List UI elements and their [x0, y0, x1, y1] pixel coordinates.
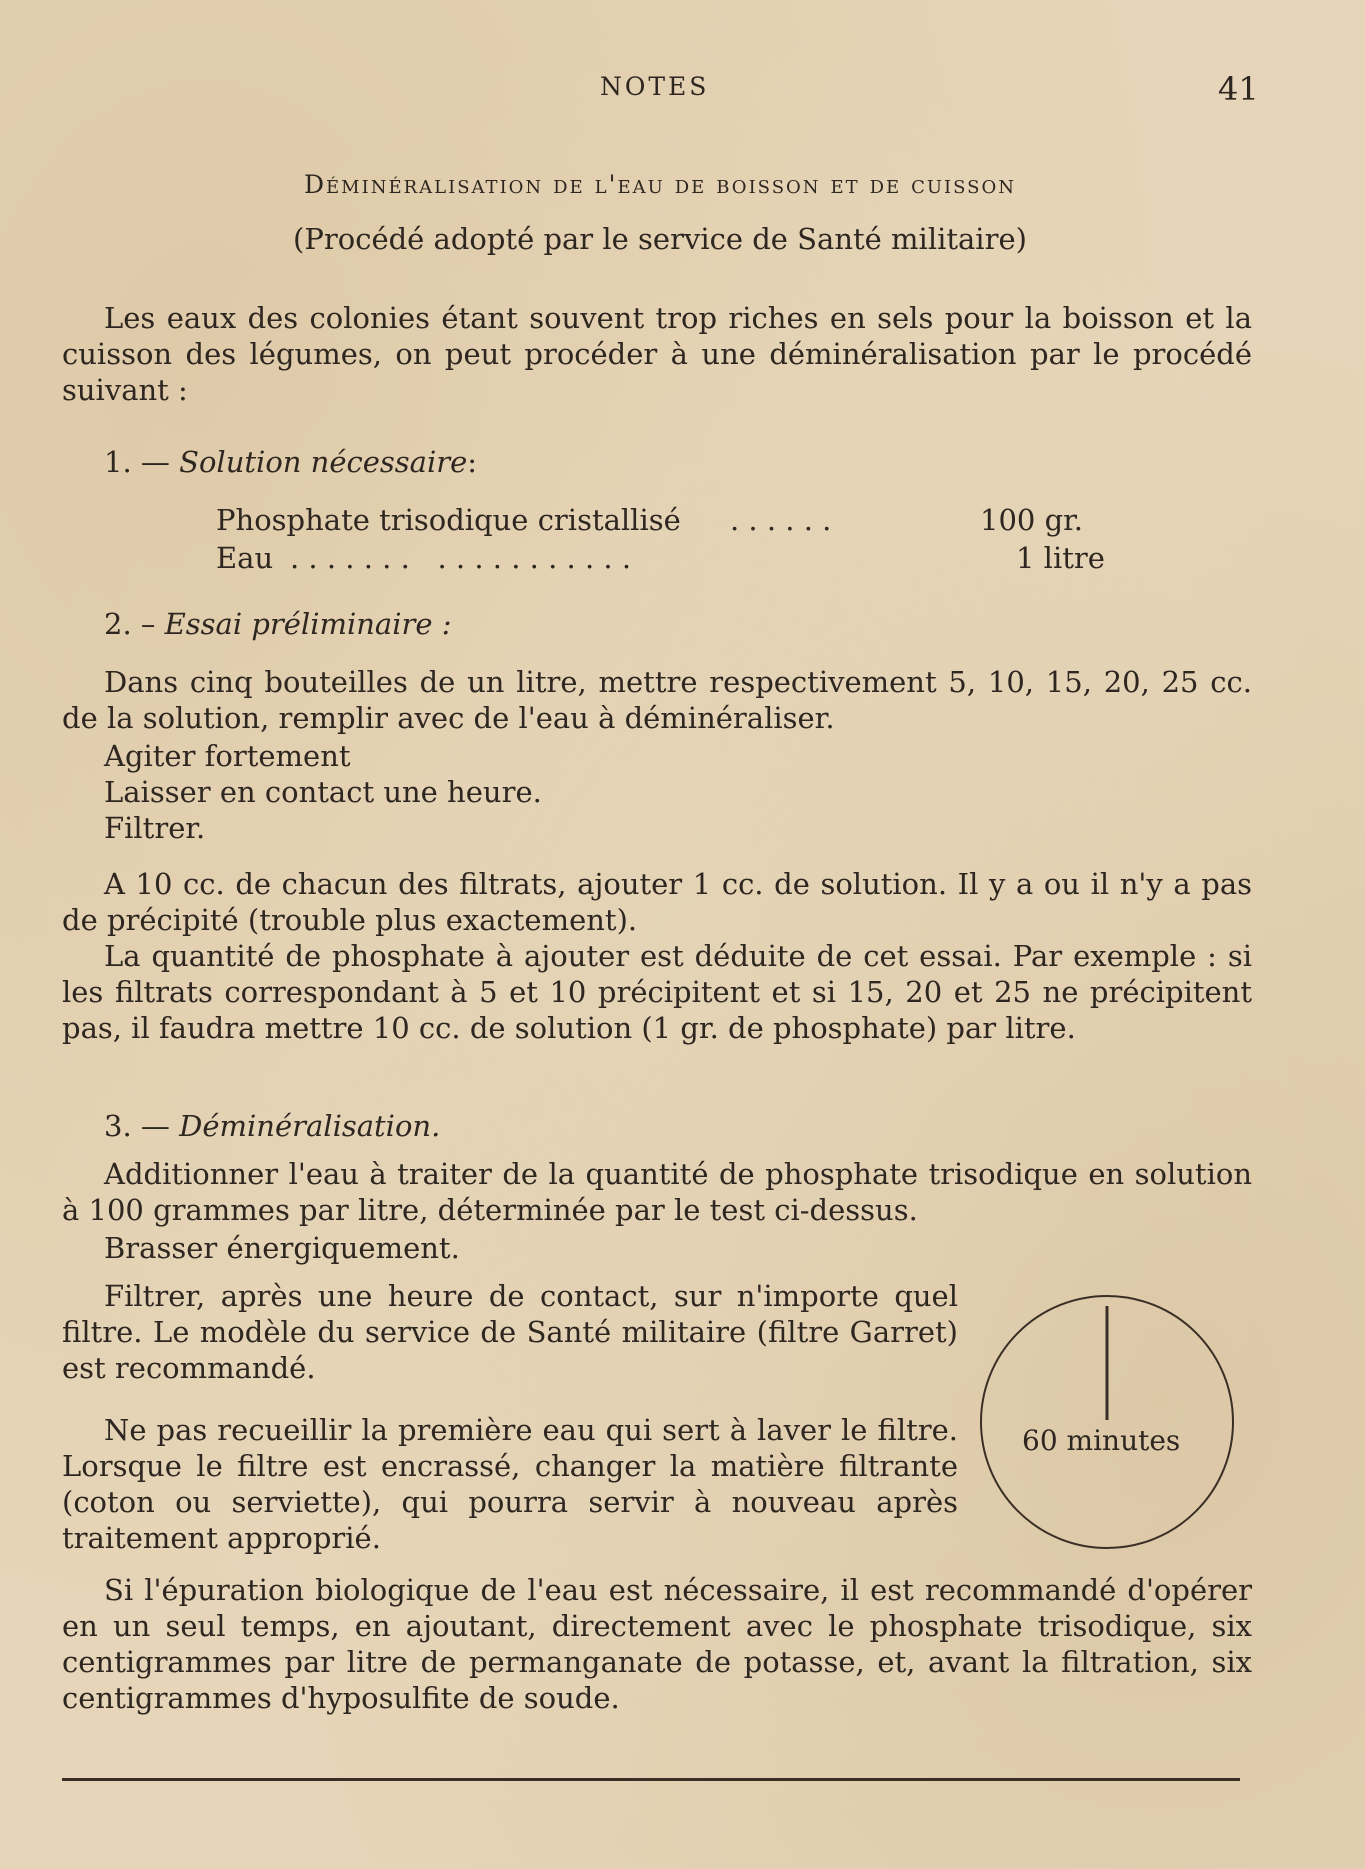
recipe-item-dots: . . . . . . . . . . . . . . . . . . — [290, 541, 632, 575]
section2-paragraph: Dans cinq bouteilles de un litre, mettre respectivement 5, 10, 15, 20, 25 cc. de la solution, remplir avec de l'eau à déminéraliser. — [62, 665, 1252, 735]
section3-title: Déminéralisation. — [179, 1109, 441, 1143]
page-number: 41 — [1218, 70, 1259, 108]
section-heading: Déminéralisation de l'eau de boisson et de cuisson — [303, 170, 1016, 199]
running-head — [0, 72, 1365, 112]
section2-paragraph: A 10 cc. de chacun des filtrats, ajouter 1 cc. de solution. Il y a ou il n'y a pas de précipité (trouble plus exactement). — [62, 867, 1252, 937]
recipe-item-name: Phosphate trisodique cristallisé — [216, 503, 681, 537]
section3-paragraph: Additionner l'eau à traiter de la quantité de phosphate trisodique en solution à 100 grammes par litre, déterminée par le test ci-dessus. — [62, 1157, 1252, 1227]
section2-paragraph: La quantité de phosphate à ajouter est déduite de cet essai. Par exemple : si les filtrats correspondant à 5 et 10 précipitent et si 15, 20 et 25 ne précipitent pas, il faudra mettre 10 cc. de solution (1 gr. de phosphate) par litre. — [62, 939, 1252, 1045]
recipe-item-dots: . . . . . . — [730, 503, 832, 537]
intro-paragraph: Les eaux des colonies étant souvent trop riches en sels pour la boisson et la cuisson des légumes, on peut procéder à une déminéralisation par le procédé suivant : — [62, 301, 1252, 407]
recipe-item-amount: 100 gr. — [980, 503, 1084, 537]
clock-label: 60 minutes — [1022, 1424, 1181, 1457]
section1-heading — [104, 444, 477, 480]
section2-title: Essai préliminaire : — [164, 607, 452, 641]
section1-number: 1. — — [104, 445, 170, 479]
section3-paragraph: Si l'épuration biologique de l'eau est nécessaire, il est recommandé d'opérer en un seul temps, en ajoutant, directement avec le phosphate trisodique, six centigrammes par litre de permanganate de potasse, et, avant la filtration, six centigrammes d'hyposulfite de soude. — [62, 1573, 1252, 1715]
section-subheading: (Procédé adopté par le service de Santé militaire) — [293, 222, 1027, 256]
section1-colon: : — [467, 445, 478, 479]
section2-heading — [104, 606, 452, 642]
section2-line: Filtrer. — [104, 811, 206, 845]
clock-diagram — [975, 1288, 1239, 1556]
running-head-title: NOTES — [600, 72, 710, 101]
bottom-rule — [62, 1778, 1240, 1781]
section1-title: Solution nécessaire — [179, 445, 468, 479]
recipe-item-name: Eau — [216, 541, 274, 575]
section2-number: 2. – — [104, 607, 156, 641]
section3-line: Brasser énergiquement. — [104, 1231, 460, 1265]
section3-paragraph: Filtrer, après une heure de contact, sur n'importe quel filtre. Le modèle du service de Santé militaire (filtre Garret) est recommandé. — [62, 1279, 958, 1385]
recipe-item-amount: 1 litre — [1016, 541, 1105, 575]
section2-line: Laisser en contact une heure. — [104, 775, 542, 809]
section3-paragraph: Ne pas recueillir la première eau qui sert à laver le filtre. Lorsque le filtre est encrassé, changer la matière filtrante (coton ou serviette), qui pourra servir à nouveau après traitement approprié. — [62, 1413, 958, 1555]
section3-number: 3. — — [104, 1109, 170, 1143]
section2-line: Agiter fortement — [104, 739, 351, 773]
section3-heading — [104, 1108, 440, 1144]
